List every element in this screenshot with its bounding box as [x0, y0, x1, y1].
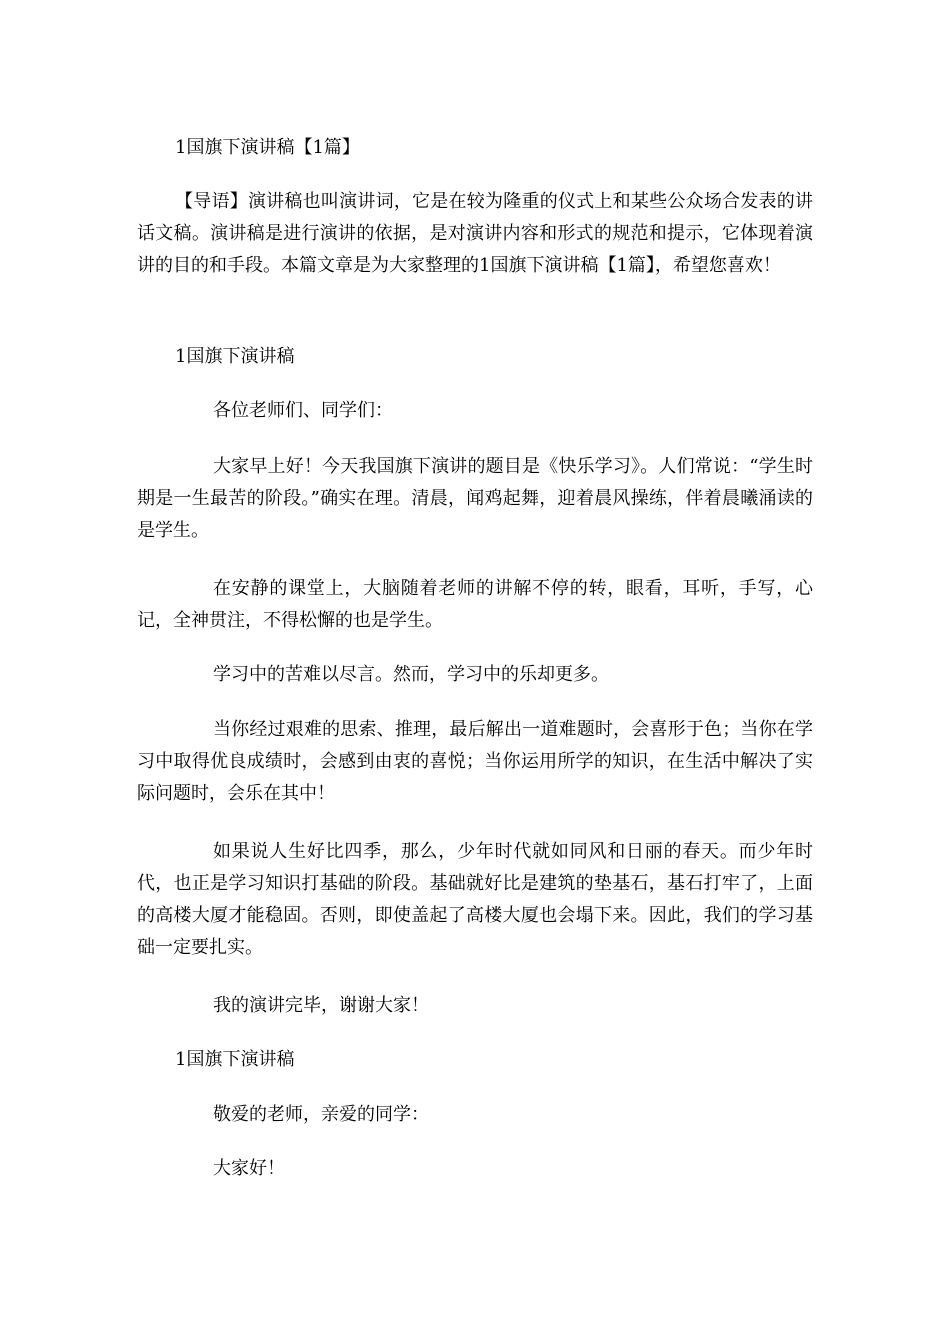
- document-title: 1国旗下演讲稿【1篇】: [175, 137, 360, 158]
- paragraph-text: 在安静的课堂上，大脑随着老师的讲解不停的转，眼看，耳听，手写，心记，全神贯注，不得松懈的也是学生。: [137, 578, 813, 631]
- speech1-paragraph-4: [137, 714, 813, 810]
- speech1-salutation: 各位老师们、同学们：: [213, 400, 393, 421]
- speech2-salutation: 敬爱的老师，亲爱的同学：: [213, 1104, 429, 1125]
- paragraph-text: 大家早上好！今天我国旗下演讲的题目是《快乐学习》。人们常说：“学生时期是一生最苦的阶段。”确实在理。清晨，闻鸡起舞，迎着晨风操练，伴着晨曦涌读的是学生。: [137, 456, 813, 541]
- intro-text: 【导语】演讲稿也叫演讲词，它是在较为隆重的仪式上和某些公众场合发表的讲话文稿。演讲稿是进行演讲的依据，是对演讲内容和形式的规范和提示，它体现着演讲的目的和手段。本篇文章是为大家整理的1国旗下演讲稿【1篇】，希望您喜欢！: [137, 191, 813, 276]
- speech2-heading: 1国旗下演讲稿: [175, 1049, 295, 1070]
- speech1-paragraph-2: [137, 573, 813, 637]
- intro-paragraph: [137, 186, 813, 282]
- paragraph-text: 如果说人生好比四季，那么，少年时代就如同风和日丽的春天。而少年时代，也正是学习知识打基础的阶段。基础就好比是建筑的垫基石，基石打牢了，上面的高楼大厦才能稳固。否则，即使盖起了高楼大厦也会塌下来。因此，我们的学习基础一定要扎实。: [137, 841, 813, 958]
- paragraph-text: 当你经过艰难的思索、推理，最后解出一道难题时，会喜形于色；当你在学习中取得优良成绩时，会感到由衷的喜悦；当你运用所学的知识，在生活中解决了实际问题时，会乐在其中！: [137, 719, 813, 804]
- speech1-paragraph-5: [137, 836, 813, 964]
- speech1-paragraph-1: [137, 451, 813, 547]
- speech1-heading: 1国旗下演讲稿: [175, 346, 295, 367]
- speech1-paragraph-3: [137, 659, 813, 691]
- paragraph-text: 学习中的苦难以尽言。然而，学习中的乐却更多。: [213, 664, 609, 685]
- speech2-greeting: 大家好！: [213, 1158, 285, 1179]
- speech1-closing: 我的演讲完毕，谢谢大家！: [213, 995, 429, 1016]
